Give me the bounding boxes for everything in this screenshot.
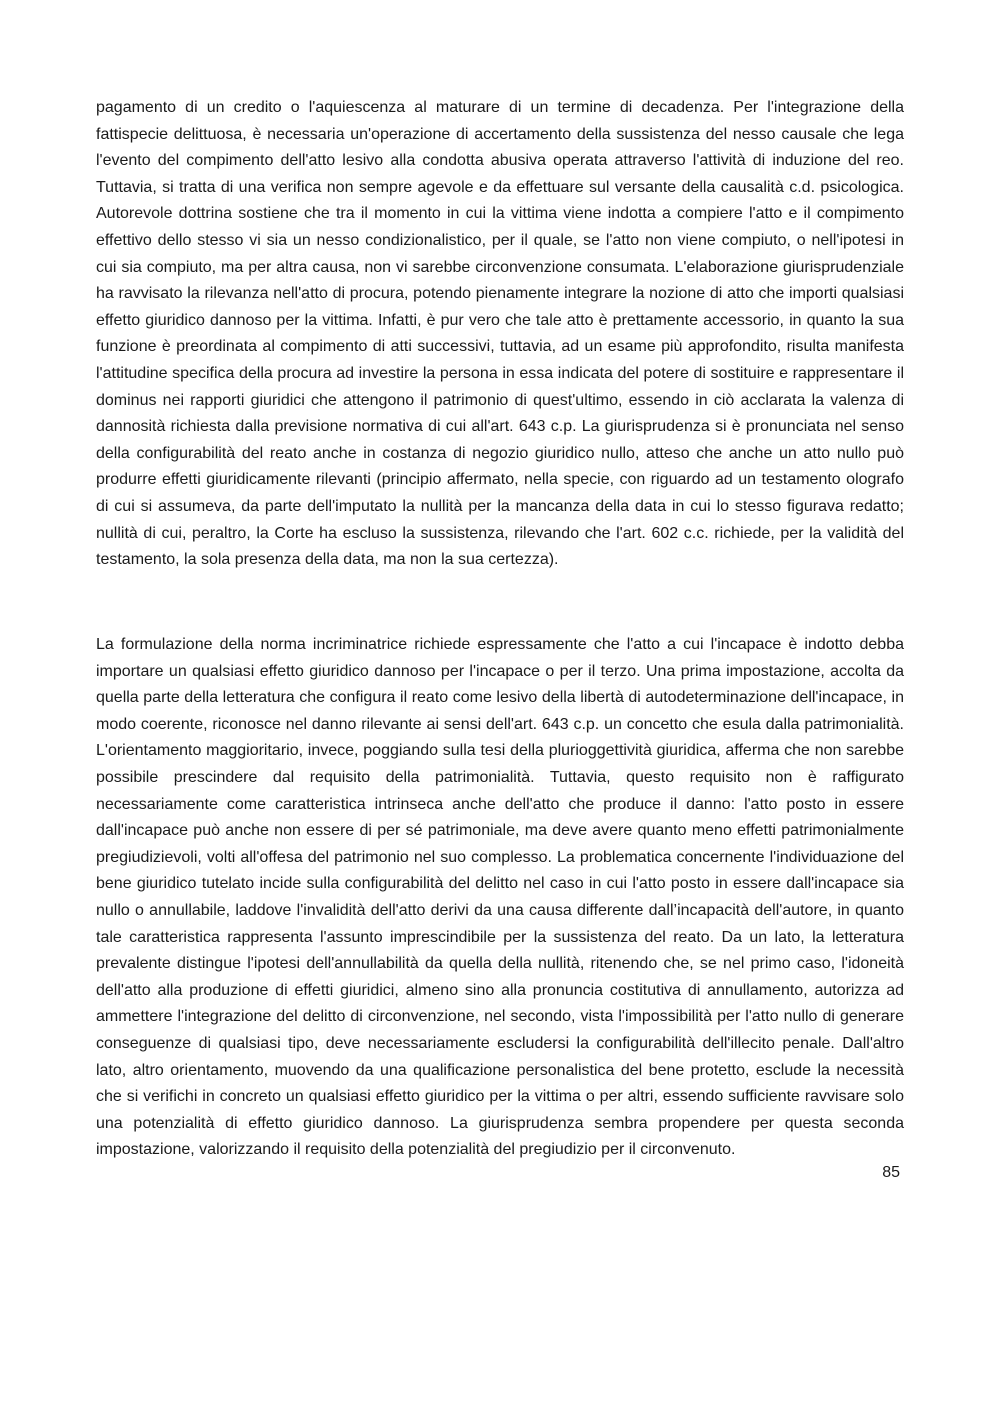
body-paragraph-2: La formulazione della norma incriminatrice richiede espressamente che l'atto a cui l'incapace è indotto debba importare un qualsiasi effetto giuridico dannoso per l'incapace o per il terzo. Una prima impostazione, accolta da quella parte della letteratura che configura il reato come lesivo della libertà di autodeterminazione dell'incapace, in modo coerente, riconosce nel danno rilevante ai sensi dell'art. 643 c.p. un concetto che esula dalla patrimonialità. L'orientamento maggioritario, invece, poggiando sulla tesi della plurioggettività giuridica, afferma che non sarebbe possibile prescindere dal requisito della patrimonialità. Tuttavia, questo requisito non è raffigurato necessariamente come caratteristica intrinseca anche dell'atto che produce il danno: l'atto posto in essere dall'incapace può anche non essere di per sé patrimoniale, ma deve avere quanto meno effetti patrimonialmente pregiudizievoli, volti all'offesa del patrimonio nel suo complesso. La problematica concernente l'individuazione del bene giuridico tutelato incide sulla configurabilità del delitto nel caso in cui l'atto posto in essere dall'incapace sia nullo o annullabile, laddove l'invalidità dell'atto derivi da una causa differente dall’incapacità dell'autore, in quanto tale caratteristica rappresenta l'assunto imprescindibile per la sussistenza del reato. Da un lato, la letteratura prevalente distingue l'ipotesi dell'annullabilità da quella della nullità, ritenendo che, se nel primo caso, l'idoneità dell'atto alla produzione di effetti giuridici, almeno sino alla pronuncia costitutiva di annullamento, autorizza ad ammettere l'integrazione del delitto di circonvenzione, nel secondo, vista l'impossibilità per l'atto nullo di generare conseguenze di qualsiasi tipo, deve necessariamente escludersi la configurabilità dell'illecito penale. Dall'altro lato, altro orientamento, muovendo da una qualificazione personalistica del bene protetto, esclude la necessità che si verifichi in concreto un qualsiasi effetto giuridico per la vittima o per altri, essendo sufficiente ravvisare solo una potenzialità di effetto giuridico dannoso. La giurisprudenza sembra propendere per questa seconda impostazione, valorizzando il requisito della potenzialità del pregiudizio per il circonvenuto.: [96, 636, 904, 1159]
page-number: 85: [882, 1164, 900, 1181]
body-paragraph-1: pagamento di un credito o l'aquiescenza al maturare di un termine di decadenza. Per l'integrazione della fattispecie delittuosa, è necessaria un'operazione di accertamento della sussistenza del nesso causale che lega l'evento del compimento dell'atto lesivo alla condotta abusiva operata attraverso l'attività di induzione del reo. Tuttavia, si tratta di una verifica non sempre agevole e da effettuare sul versante della causalità c.d. psicologica. Autorevole dottrina sostiene che tra il momento in cui la vittima viene indotta a compiere l'atto e il compimento effettivo dello stesso vi sia un nesso condizionalistico, per il quale, se l'atto non viene compiuto, o nell'ipotesi in cui sia compiuto, ma per altra causa, non vi sarebbe circonvenzione consumata. L'elaborazione giurisprudenziale ha ravvisato la rilevanza nell'atto di procura, potendo pienamente integrare la nozione di atto che importi qualsiasi effetto giuridico dannoso per la vittima. Infatti, è pur vero che tale atto è prettamente accessorio, in quanto la sua funzione è preordinata al compimento di atti successivi, tuttavia, ad un esame più approfondito, risulta manifesta l'attitudine specifica della procura ad investire la persona in essa indicata del potere di sostituire e rappresentare il dominus nei rapporti giuridici che attengono il patrimonio di quest'ultimo, essendo in ciò acclarata la valenza di dannosità richiesta dalla previsione normativa di cui all'art. 643 c.p. La giurisprudenza si è pronunciata nel senso della configurabilità del reato anche in costanza di negozio giuridico nullo, atteso che anche un atto nullo può produrre effetti giuridicamente rilevanti (principio affermato, nella specie, con riguardo ad un testamento olografo di cui si assumeva, da parte dell'imputato la nullità per la mancanza della data in cui lo stesso figurava redatto; nullità di cui, peraltro, la Corte ha escluso la sussistenza, rilevando che l'art. 602 c.c. richiede, per la validità del testamento, la sola presenza della data, ma non la sua certezza).: [96, 99, 904, 569]
